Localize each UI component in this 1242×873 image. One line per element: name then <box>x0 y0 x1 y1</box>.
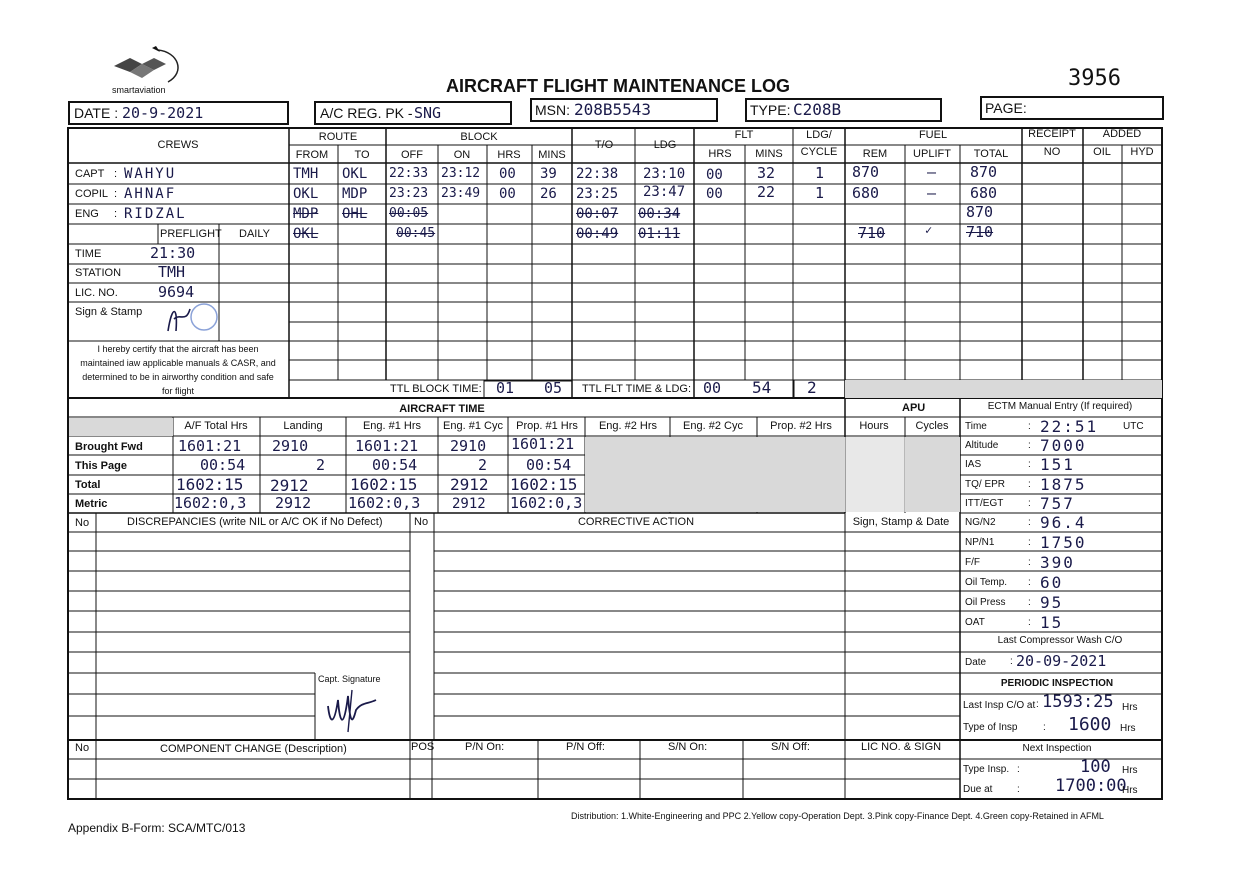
hrs-unit: Hrs <box>1120 723 1136 734</box>
sn-on-header: S/N On: <box>668 741 708 753</box>
leg-fuel-rem: 680 <box>852 184 880 202</box>
pos-header: POS <box>411 741 435 753</box>
hyd-header: HYD <box>1130 146 1154 158</box>
ectm-value[interactable]: 390 <box>1040 553 1075 572</box>
ttl-block-mins[interactable]: 05 <box>544 379 563 397</box>
leg-ldg: 01:11 <box>638 226 681 242</box>
hrs-unit: Hrs <box>1122 765 1138 776</box>
flt-mins-header: MINS <box>755 148 783 160</box>
eng1-hrs-header: Eng. #1 Hrs <box>362 420 422 432</box>
leg-off: 00:45 <box>396 226 436 241</box>
leg-fuel-total: 710 <box>966 223 994 241</box>
to-header: TO <box>354 149 370 161</box>
af-total-hrs-header: A/F Total Hrs <box>184 420 248 432</box>
eng2-hrs-header: Eng. #2 Hrs <box>598 420 658 432</box>
leg-hrs: 00 <box>499 186 516 202</box>
wash-date-label: Date <box>965 657 987 668</box>
ectm-label: ITT/EGT <box>965 498 1004 509</box>
leg-ldg: 00:34 <box>638 206 681 222</box>
capt-label: CAPT <box>75 168 105 180</box>
type-of-insp-label: Type of Insp <box>963 722 1018 733</box>
ectm-value[interactable]: 1875 <box>1040 475 1087 494</box>
signature-stamp[interactable] <box>160 301 220 339</box>
af-total-hrs: 1601:21 <box>178 437 242 455</box>
distribution-note: Distribution: 1.White-Engineering and PPC 2.Yellow copy-Operation Dept. 3.Pink copy-Finance Dept. 4.Green copy-Retained in AFML <box>571 811 1104 821</box>
eng1-hrs: 00:54 <box>372 456 418 474</box>
leg-fuel-rem: 710 <box>858 224 886 242</box>
certify-line-3: determined to be in airworthy condition and safe <box>82 372 274 382</box>
time-label: TIME <box>75 248 102 260</box>
form-number: Appendix B-Form: SCA/MTC/013 <box>68 821 246 835</box>
leg-from: MDP <box>293 206 319 222</box>
reg-label: A/C REG. PK - <box>320 105 413 121</box>
hrs-unit: Hrs <box>1122 785 1138 796</box>
lic-label: LIC. NO. <box>75 287 118 299</box>
last-insp-value[interactable]: 1593:25 <box>1042 692 1114 712</box>
leg-flt-mins: 22 <box>757 183 776 201</box>
colon: : <box>114 208 118 220</box>
ttl-ldg[interactable]: 2 <box>807 378 817 397</box>
prop2-hrs-header: Prop. #2 Hrs <box>770 420 832 432</box>
leg-off: 00:05 <box>389 206 429 221</box>
logo-text: smartaviation <box>112 85 166 95</box>
certify-line-4: for flight <box>161 386 195 396</box>
pn-off-header: P/N Off: <box>566 741 605 753</box>
due-at-value[interactable]: 1700:00 <box>1055 776 1127 796</box>
eng1-cyc: 2910 <box>450 437 487 455</box>
colon: : <box>1028 459 1031 470</box>
leg-from: OKL <box>293 186 319 202</box>
ectm-title: ECTM Manual Entry (If required) <box>987 401 1133 412</box>
sn-off-header: S/N Off: <box>771 741 810 753</box>
block-header: BLOCK <box>460 131 498 143</box>
msn-value: 208B5543 <box>574 100 652 119</box>
ectm-unit: UTC <box>1123 421 1144 432</box>
takeoff-header: T/O <box>594 139 614 151</box>
leg-fuel-uplift: — <box>927 184 937 202</box>
leg-off: 22:33 <box>389 166 429 181</box>
leg-flt-hrs: 00 <box>706 186 723 202</box>
landing: 2910 <box>272 437 309 455</box>
last-insp-label: Last Insp C/O at <box>963 700 1036 711</box>
lic-value[interactable]: 9694 <box>158 283 195 301</box>
leg-on: 23:12 <box>441 166 481 181</box>
date-label: DATE : <box>74 105 119 121</box>
page-title: AIRCRAFT FLIGHT MAINTENANCE LOG <box>446 76 790 96</box>
leg-ldg: 23:10 <box>643 166 686 182</box>
leg-takeoff: 23:25 <box>576 186 619 202</box>
flt-header: FLT <box>734 129 754 141</box>
eng1-cyc: 2 <box>478 456 488 474</box>
uplift-header: UPLIFT <box>913 148 951 160</box>
page-label: PAGE: <box>985 100 1027 116</box>
leg-flt-hrs: 00 <box>706 167 723 183</box>
corr-no-header: No <box>414 516 429 528</box>
eng-label: ENG <box>75 208 99 220</box>
leg-off: 23:23 <box>389 186 429 201</box>
station-label: STATION <box>75 267 122 279</box>
colon: : <box>114 168 118 180</box>
colon: : <box>1028 617 1031 628</box>
leg-fuel-rem: 870 <box>852 163 880 181</box>
eng2-cyc-header: Eng. #2 Cyc <box>683 420 743 432</box>
colon: : <box>114 188 118 200</box>
ectm-value[interactable]: 757 <box>1040 494 1075 513</box>
capt-signature-label: Capt. Signature <box>318 674 381 684</box>
component-change-header: COMPONENT CHANGE (Description) <box>160 743 347 755</box>
leg-to: OHL <box>342 206 368 222</box>
ectm-label: OAT <box>965 617 985 628</box>
colon: : <box>1028 557 1031 568</box>
ectm-label: TQ/ EPR <box>965 479 1006 490</box>
next-inspection-title: Next Inspection <box>1022 743 1092 754</box>
leg-to: MDP <box>342 186 368 202</box>
compressor-wash-title: Last Compressor Wash C/O <box>997 635 1123 646</box>
leg-cycle: 1 <box>815 164 825 182</box>
due-at-label: Due at <box>963 784 993 795</box>
eng1-hrs: 1602:15 <box>350 475 418 494</box>
colon: : <box>1017 784 1020 795</box>
station-value[interactable]: TMH <box>158 263 186 281</box>
ectm-label: IAS <box>965 459 982 470</box>
total-header: TOTAL <box>973 148 1009 160</box>
eng1-hrs: 1602:0,3 <box>348 494 421 512</box>
ttl-block-label: TTL BLOCK TIME: <box>390 383 482 395</box>
colon: : <box>1028 537 1031 548</box>
ectm-value[interactable]: 22:51 <box>1040 417 1099 436</box>
leg-mins: 39 <box>540 166 557 182</box>
ldg-cycle-header-1: LDG/ <box>806 129 832 141</box>
next-type-value[interactable]: 100 <box>1080 757 1111 777</box>
aircraft-time-title: AIRCRAFT TIME <box>399 403 485 415</box>
prop1-hrs-header: Prop. #1 Hrs <box>516 420 578 432</box>
landing-header: Landing <box>283 420 323 432</box>
eng-value[interactable]: RIDZAL <box>124 206 187 222</box>
added-header: ADDED <box>1102 128 1142 140</box>
ectm-value[interactable]: 15 <box>1040 613 1064 632</box>
colon: : <box>1028 421 1031 432</box>
leg-ldg: 23:47 <box>643 184 686 200</box>
sign-stamp-date-header: Sign, Stamp & Date <box>852 516 950 528</box>
ectm-label: NP/N1 <box>965 537 995 548</box>
prop1-hrs: 1602:0,3 <box>510 494 583 512</box>
from-header: FROM <box>295 149 329 161</box>
preflight-header: PREFLIGHT <box>160 228 222 240</box>
ectm-value[interactable]: 1750 <box>1040 533 1087 552</box>
leg-fuel-uplift: — <box>927 163 937 181</box>
ectm-value[interactable]: 60 <box>1040 573 1064 592</box>
prop1-hrs: 1602:15 <box>510 475 578 494</box>
ectm-value[interactable]: 7000 <box>1040 436 1087 455</box>
route-header: ROUTE <box>318 131 358 143</box>
ectm-label: Oil Temp. <box>965 577 1008 588</box>
oil-header: OIL <box>1093 146 1111 158</box>
leg-fuel-total: 870 <box>966 203 994 221</box>
comp-no-header: No <box>75 742 90 754</box>
colon: : <box>1010 656 1013 667</box>
leg-flt-mins: 32 <box>757 164 776 182</box>
ttl-block-hrs[interactable]: 01 <box>496 379 515 397</box>
row-label: Metric <box>75 498 108 510</box>
leg-fuel-total: 870 <box>970 163 998 181</box>
eng1-cyc-header: Eng. #1 Cyc <box>443 420 503 432</box>
landing: 2912 <box>270 476 309 495</box>
colon: : <box>1028 479 1031 490</box>
prop1-hrs: 00:54 <box>526 456 572 474</box>
ectm-value[interactable]: 151 <box>1040 455 1075 474</box>
leg-on: 23:49 <box>441 186 481 201</box>
pn-on-header: P/N On: <box>465 741 505 753</box>
block-mins-header: MINS <box>538 149 566 161</box>
next-type-label: Type Insp. <box>963 764 1010 775</box>
ectm-label: NG/N2 <box>965 517 996 528</box>
lic-sign-header: LIC NO. & SIGN <box>861 741 942 753</box>
row-label: Brought Fwd <box>75 441 143 453</box>
on-header: ON <box>453 149 471 161</box>
discrepancies-header: DISCREPANCIES (write NIL or A/C OK if No Defect) <box>127 516 383 528</box>
leg-takeoff: 00:07 <box>576 206 619 222</box>
reg-value: SNG <box>414 104 442 122</box>
ectm-label: Oil Press <box>965 597 1006 608</box>
type-value: C208B <box>793 100 842 119</box>
apu-cycles-header: Cycles <box>915 420 949 432</box>
leg-to: OKL <box>342 166 368 182</box>
af-total-hrs: 1602:0,3 <box>174 494 247 512</box>
wash-date-value[interactable]: 20-09-2021 <box>1016 652 1107 670</box>
colon: : <box>1028 440 1031 451</box>
date-value: 20-9-2021 <box>122 104 204 122</box>
leg-fuel-uplift: ✓ <box>925 223 933 237</box>
leg-fuel-total: 680 <box>970 184 998 202</box>
ttl-flt-label: TTL FLT TIME & LDG: <box>582 383 692 395</box>
apu-hours-header: Hours <box>859 420 889 432</box>
colon: : <box>1036 699 1039 710</box>
leg-hrs: 00 <box>499 166 516 182</box>
flt-hrs-header: HRS <box>708 148 732 160</box>
eng1-cyc: 2912 <box>452 496 486 512</box>
type-of-insp-value[interactable]: 1600 <box>1068 714 1112 735</box>
daily-header: DAILY <box>239 228 270 240</box>
ectm-value[interactable]: 96.4 <box>1040 513 1087 532</box>
colon: : <box>1017 764 1020 775</box>
colon: : <box>1028 498 1031 509</box>
receipt-header-2: NO <box>1043 146 1061 158</box>
ectm-label: Time <box>965 421 987 432</box>
ectm-label: F/F <box>965 557 980 568</box>
apu-title: APU <box>902 402 926 414</box>
leg-from: TMH <box>293 166 319 182</box>
hrs-unit: Hrs <box>1122 702 1138 713</box>
type-label: TYPE: <box>750 102 791 118</box>
prop1-hrs: 1601:21 <box>511 435 575 453</box>
capt-value[interactable]: WAHYU <box>124 166 177 182</box>
receipt-header-1: RECEIPT <box>1028 128 1076 140</box>
ttl-flt-mins[interactable]: 54 <box>752 378 772 397</box>
certify-line-1: I hereby certify that the aircraft has been <box>97 344 259 354</box>
colon: : <box>1043 722 1046 733</box>
sign-stamp-label: Sign & Stamp <box>75 306 143 318</box>
rem-header: REM <box>862 148 888 160</box>
colon: : <box>1028 577 1031 588</box>
msn-label: MSN: <box>535 102 570 118</box>
eng1-cyc: 2912 <box>450 475 489 494</box>
copil-value[interactable]: AHNAF <box>124 186 177 202</box>
ectm-value[interactable]: 95 <box>1040 593 1064 612</box>
fuel-header: FUEL <box>918 129 948 141</box>
off-header: OFF <box>401 149 423 161</box>
leg-takeoff: 22:38 <box>576 166 619 182</box>
ldg-header: LDG <box>653 139 677 151</box>
leg-cycle: 1 <box>815 184 825 202</box>
block-hrs-header: HRS <box>497 149 521 161</box>
af-total-hrs: 00:54 <box>200 456 246 474</box>
leg-takeoff: 00:49 <box>576 226 619 242</box>
ectm-label: Altitude <box>965 440 999 451</box>
corrective-action-header: CORRECTIVE ACTION <box>577 516 695 528</box>
time-value[interactable]: 21:30 <box>150 244 196 262</box>
disc-no-header: No <box>75 517 90 529</box>
eng1-hrs: 1601:21 <box>355 437 419 455</box>
row-label: This Page <box>75 460 127 472</box>
landing: 2 <box>316 456 326 474</box>
colon: : <box>1028 597 1031 608</box>
copil-label: COPIL <box>75 188 109 200</box>
ldg-cycle-header-2: CYCLE <box>800 146 838 158</box>
leg-mins: 26 <box>540 186 557 202</box>
landing: 2912 <box>275 494 312 512</box>
row-label: Total <box>75 479 101 491</box>
crews-header: CREWS <box>157 139 199 151</box>
certify-line-2: maintained iaw applicable manuals & CASR, and <box>80 358 276 368</box>
document-number: 3956 <box>1068 66 1121 91</box>
ttl-flt-hrs[interactable]: 00 <box>703 379 722 397</box>
captain-signature[interactable] <box>322 686 382 734</box>
af-total-hrs: 1602:15 <box>176 475 244 494</box>
periodic-inspection-title: PERIODIC INSPECTION <box>1000 678 1114 689</box>
leg-from: OKL <box>293 226 319 242</box>
colon: : <box>1028 517 1031 528</box>
